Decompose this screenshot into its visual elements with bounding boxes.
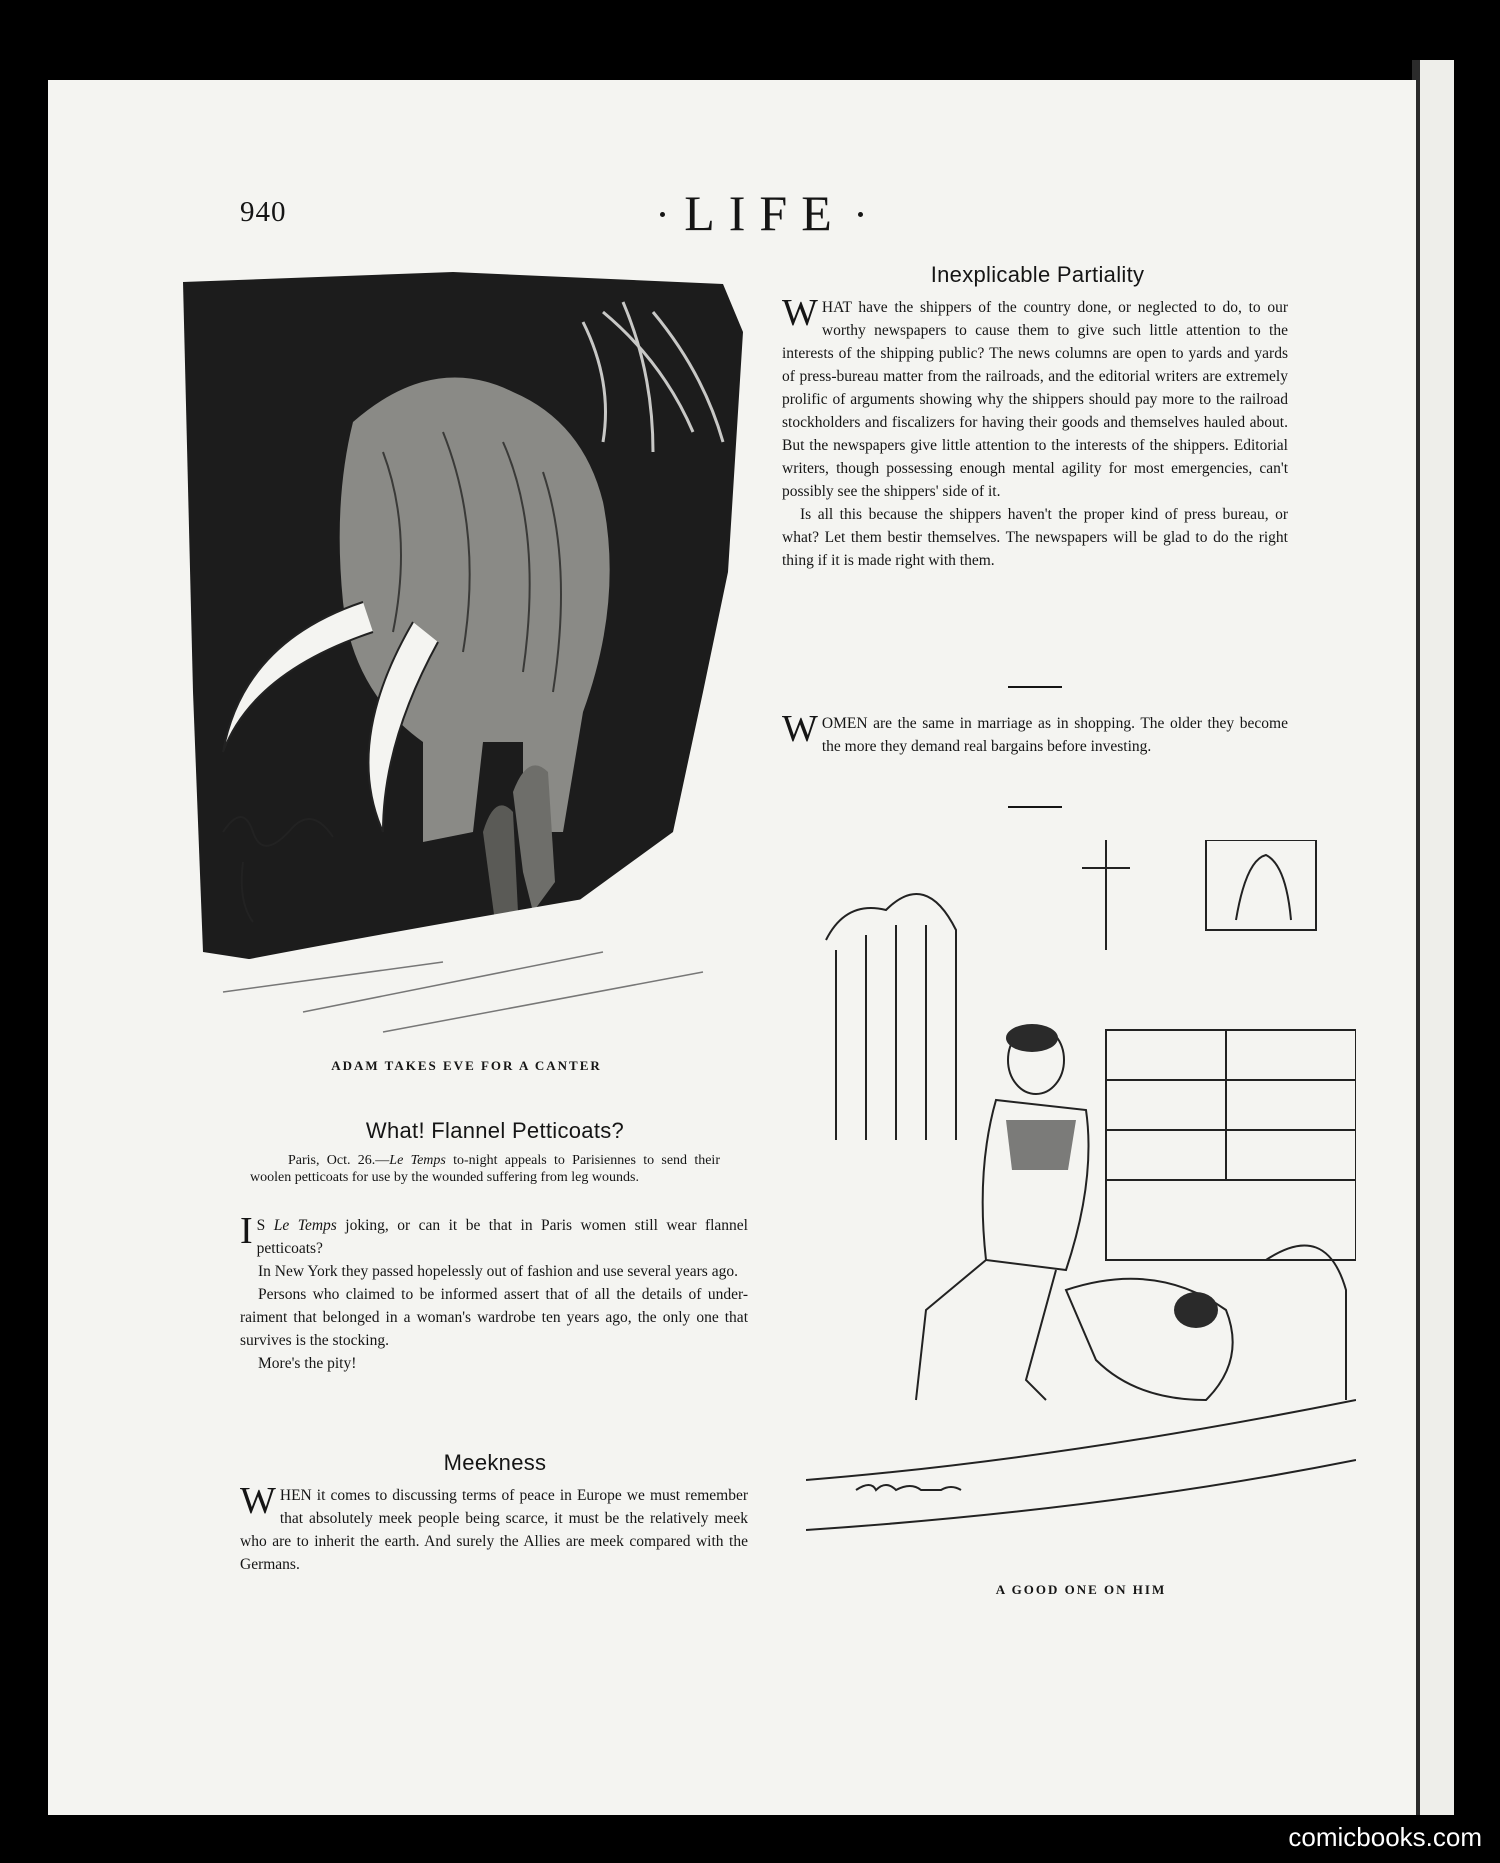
flannel-dateline (250, 1152, 720, 1186)
partiality-paragraph-2: Is all this because the shippers haven't the proper kind of press bureau, or what? Let them bestir themselves. The newspapers will be glad to do the right thing if it is made right with them. (782, 506, 1288, 569)
dateline-publication: Le Temps (389, 1153, 446, 1168)
title-dot-right (858, 212, 863, 217)
flannel-paragraph-3: Persons who claimed to be informed assert that of all the details of under-raiment that belonged in a woman's wardrobe ten years ago, the only one that survives is the stocking. (240, 1286, 748, 1349)
dateline-text: to-night appeals to Parisiennes to send their woolen petticoats for use by the wounded suffering from leg wounds. (250, 1153, 720, 1185)
flannel-paragraph-2: In New York they passed hopelessly out of fashion and use several years ago. (258, 1263, 738, 1280)
partiality-paragraph-1: HAT have the shippers of the country done, or neglected to do, to our worthy newspapers to cause them to give such little attention to the interests of the shipping public? The news columns are open to yards and yards of press-bureau matter from the railroads, and the editorial writers are extremely prolific of arguments showing why the shippers should pay more to the railroad stockholders and fiscalizers for having their goods and themselves hauled about. But the newspapers give little attention to the interests of the shippers. Editorial writers, though possessing enough mental agility for most emergencies, can't possibly see the shippers' side of it. (782, 299, 1288, 500)
magazine-title: LIFE (684, 185, 846, 241)
partiality-article (782, 292, 1288, 572)
meekness-dropcap: W (240, 1480, 276, 1522)
mammoth-caption: ADAM TAKES EVE FOR A CANTER (331, 1058, 602, 1073)
next-page-edge (1416, 60, 1454, 1815)
women-paragraph (782, 708, 1288, 758)
dateline-lead: Paris, Oct. 26.— (288, 1153, 390, 1168)
meekness-text: HEN it comes to discussing terms of peace in Europe we must remember that absolutely meek people being scarce, it must be the relatively meek who are to inherit the earth. And surely the Allies are meek compared with the Germans. (240, 1487, 748, 1573)
flannel-p1-rest: joking, or can it be that in Paris women still wear flannel petticoats? (256, 1217, 748, 1257)
flannel-p1-publication: Le Temps (273, 1217, 337, 1234)
flannel-paragraph-4: More's the pity! (258, 1355, 357, 1372)
section-rule (1008, 806, 1062, 808)
meekness-title: Meekness (443, 1450, 547, 1475)
mammoth-illustration (183, 272, 750, 1052)
bedroom-illustration (806, 840, 1356, 1595)
meekness-article (240, 1480, 748, 1576)
partiality-title: Inexplicable Partiality (930, 262, 1145, 287)
flannel-article (240, 1210, 748, 1375)
women-text: OMEN are the same in marriage as in shopping. The older they become the more they demand real bargains before investing. (821, 715, 1288, 755)
section-rule (1008, 686, 1062, 688)
flannel-dropcap: I (240, 1210, 253, 1252)
site-watermark: comicbooks.com (1288, 1822, 1482, 1852)
bedroom-caption: A GOOD ONE ON HIM (995, 1582, 1167, 1597)
flannel-p1-start: S (256, 1217, 274, 1234)
page-number: 940 (240, 196, 287, 228)
partiality-dropcap: W (782, 292, 818, 334)
women-dropcap: W (782, 708, 818, 750)
flannel-title: What! Flannel Petticoats? (365, 1118, 625, 1143)
